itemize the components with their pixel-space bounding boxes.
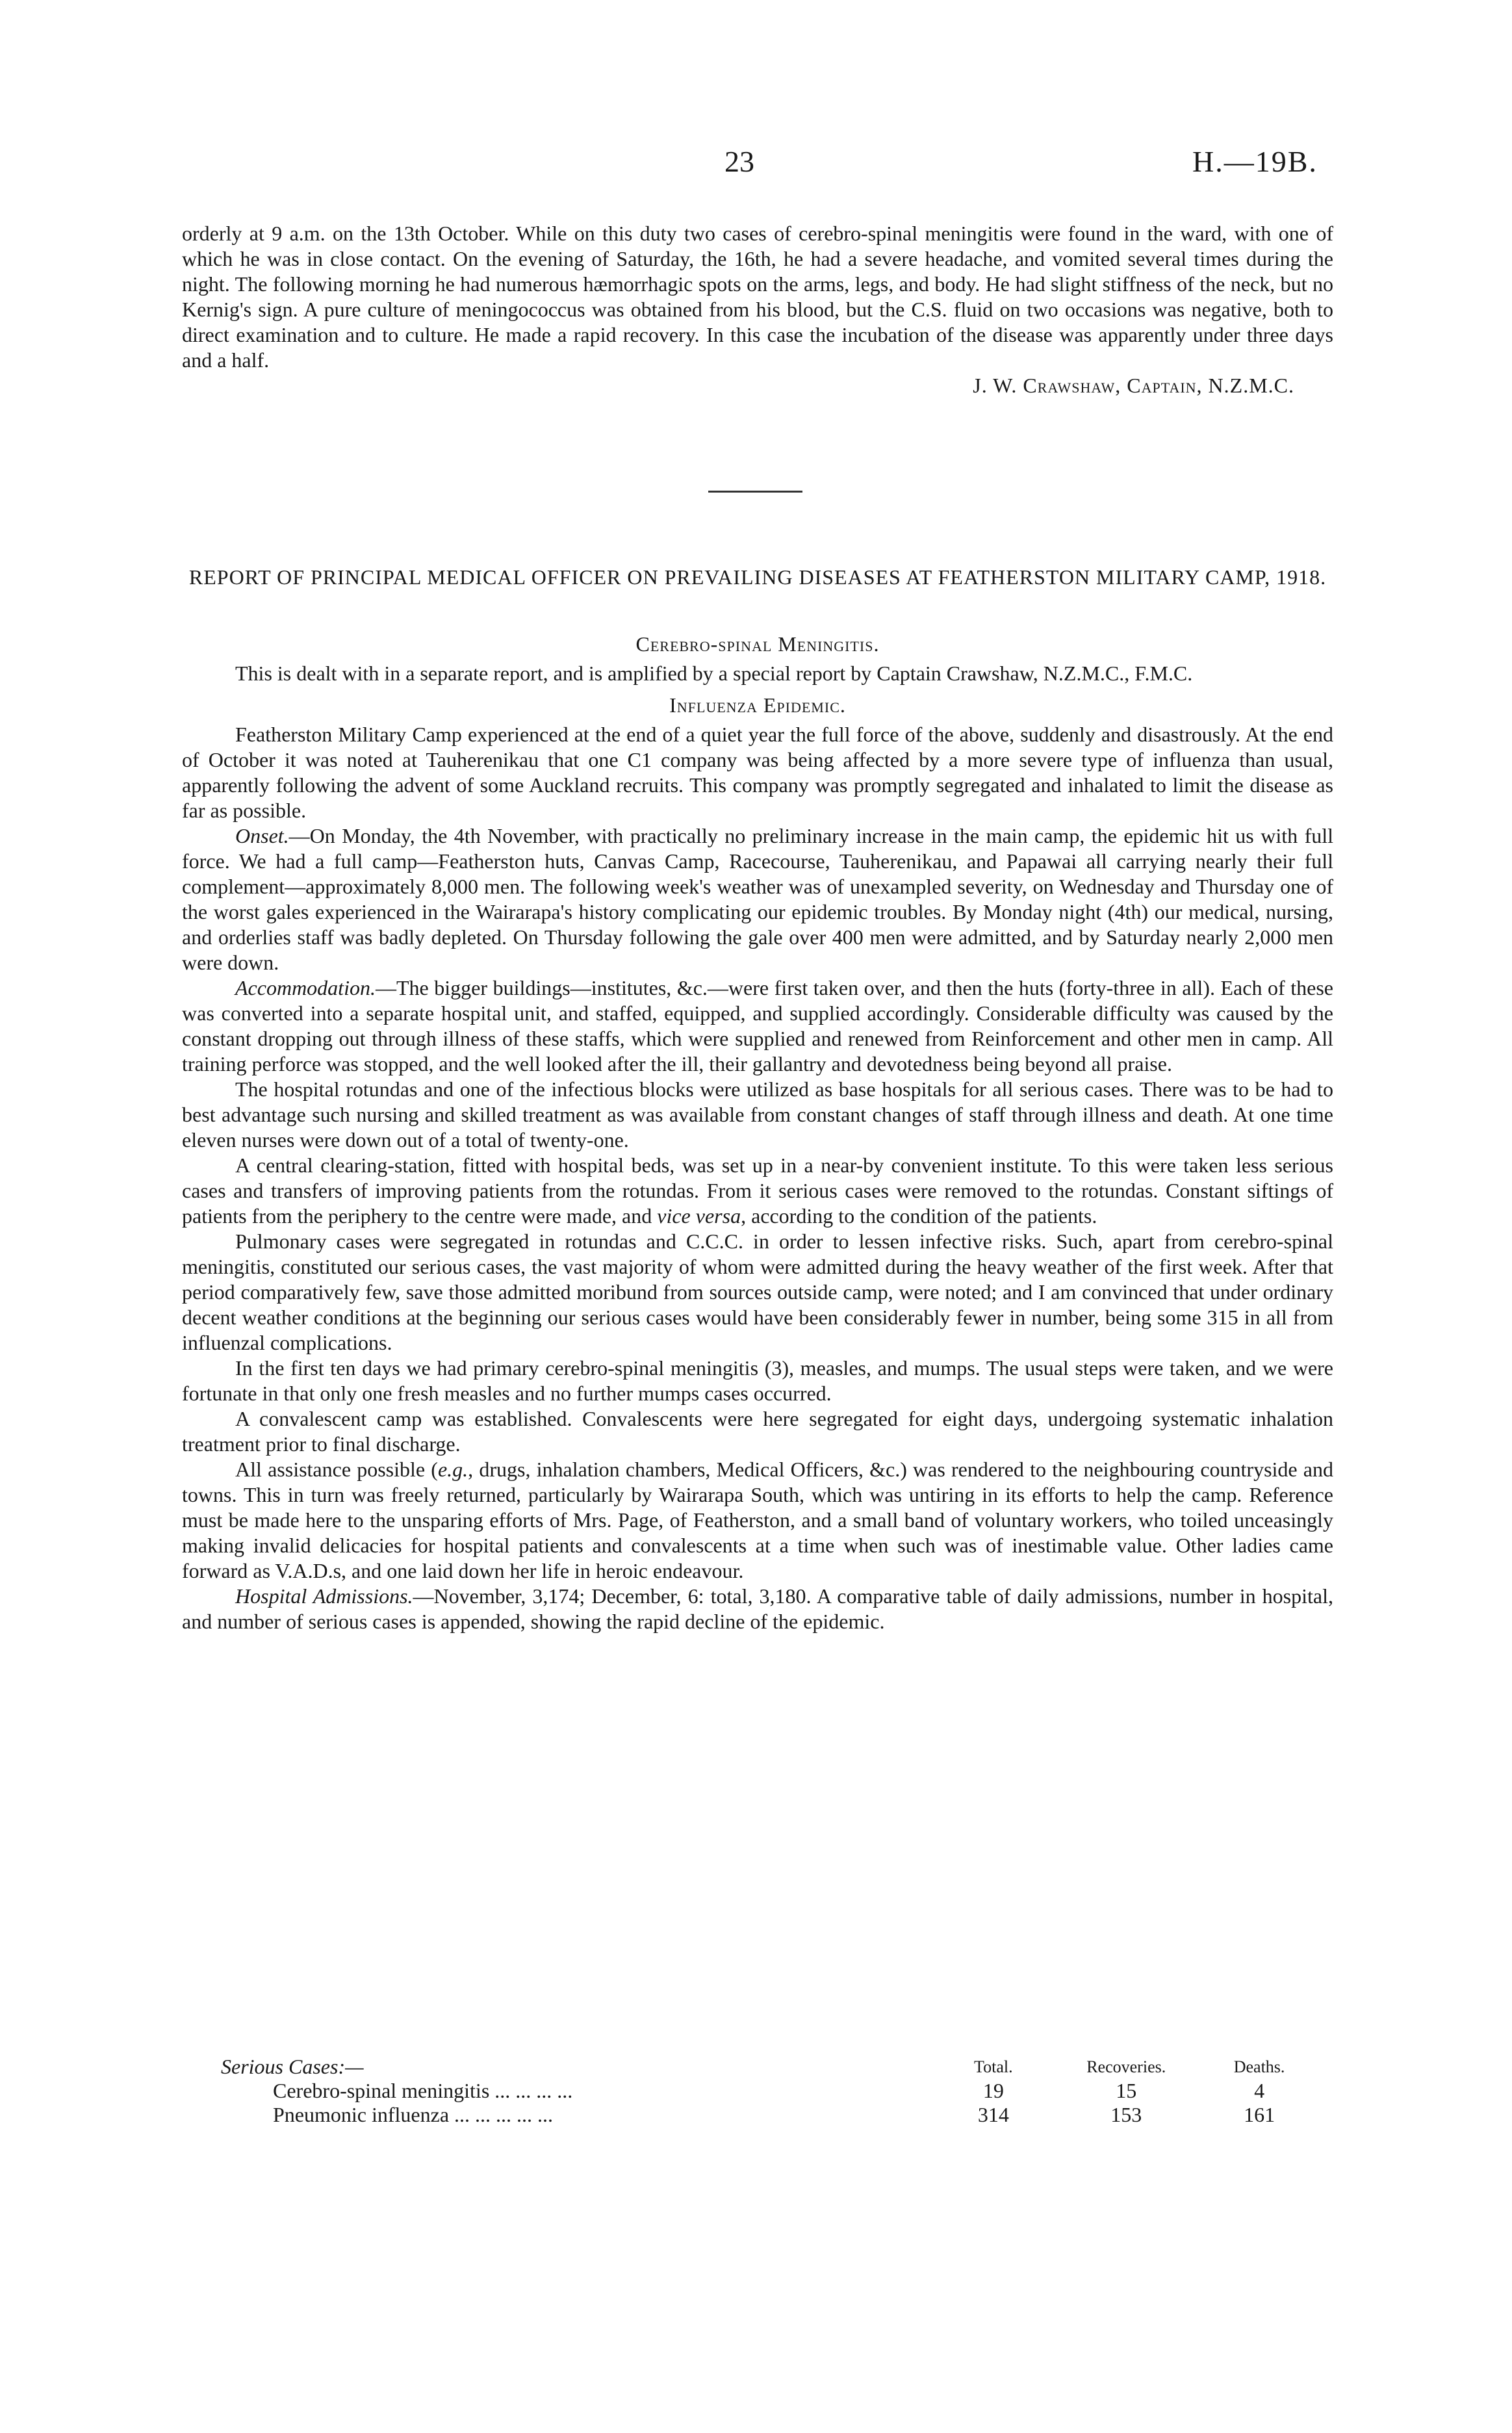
table-header-row: [221, 2055, 1326, 2079]
report-title: REPORT OF PRINCIPAL MEDICAL OFFICER ON PREVAILING DISEASES AT FEATHERSTON MILITARY CAMP, 1918.: [188, 565, 1327, 589]
admissions-lead: Hospital Admissions.: [235, 1584, 413, 1608]
column-header-recoveries: Recoveries.: [1086, 2057, 1166, 2076]
accommodation-paragraph: Accommodation.—The bigger buildings—institutes, &c.—were first taken over, and then the huts (forty-three in all). Each of these was converted into a separate hospital unit, and staffed, equipped, and supplied accordingly. Considerable difficulty was caused by the constant dropping out through illness of these staffs, which were supplied and renewed from Reinforcement and other men in camp. All training perforce was stopped, and the well looked after the ill, their gallantry and devotedness being beyond all praise.: [182, 976, 1333, 1075]
convalescent-paragraph: A convalescent camp was established. Convalescents were here segregated for eight days, undergoing systematic inhalation treatment prior to final discharge.: [182, 1407, 1333, 1456]
rotundas-paragraph: The hospital rotundas and one of the infectious blocks were utilized as base hospitals for all serious cases. There was to be had to best advantage such nursing and skilled treatment as was available from constant changes of staff through illness and death. At one time eleven nurses were down out of a total of twenty-one.: [182, 1077, 1333, 1152]
heading-influenza: Influenza Epidemic.: [669, 693, 846, 717]
row-deaths: 161: [1244, 2103, 1275, 2126]
crawshaw-report-body: orderly at 9 a.m. on the 13th October. While on this duty two cases of cerebro-spinal meningitis were found in the ward, with one of which he was in close contact. On the evening of Saturday, the 16th, he had a severe headache, and vomited several times during the night. The following morning he had numerous hæmorrhagic spots on the arms, legs, and body. He had slight stiffness of the neck, but no Kernig's sign. A pure culture of meningococcus was obtained from his blood, but the C.S. fluid on two occasions was negative, both to direct examination and to culture. He made a rapid recovery. In this case the incubation of the disease was apparently under three days and a half.: [182, 222, 1333, 372]
row-name: Pneumonic influenza: [273, 2103, 450, 2126]
serious-cases-label: Serious Cases:—: [221, 2055, 364, 2078]
crawshaw-report: [182, 221, 1333, 398]
row-total: 314: [977, 2103, 1009, 2126]
pulmonary-paragraph: Pulmonary cases were segregated in rotundas and C.C.C. in order to lessen infective risks. Such, apart from cerebro-spinal meningitis, constituted our serious cases, the vast majority of whom were admitted during the heavy weather of the first week. After that period comparatively few, save those admitted moribund from sources outside camp, were noted; and I am convinced that under ordinary decent weather conditions at the beginning our serious cases would have been considerably fewer in number, being some 315 in all from influenzal complications.: [182, 1229, 1333, 1354]
accommodation-lead: Accommodation.: [235, 976, 376, 999]
page-number: 23: [724, 145, 754, 178]
column-header-deaths: Deaths.: [1233, 2057, 1285, 2076]
meningitis-paragraph: This is dealt with in a separate report, and is amplified by a special report by Captain Crawshaw, N.Z.M.C., F.M.C.: [235, 662, 1193, 685]
crawshaw-signature: J. W. Crawshaw, Captain, N.Z.M.C.: [973, 374, 1294, 397]
row-name: Cerebro-spinal meningitis: [273, 2079, 490, 2102]
onset-lead: Onset.: [235, 824, 289, 847]
row-leader: ... ... ... ...: [494, 2079, 573, 2102]
document-reference: H.—19B.: [1192, 145, 1318, 178]
row-recoveries: 153: [1110, 2103, 1142, 2126]
section-divider: [708, 491, 802, 493]
row-recoveries: 15: [1116, 2079, 1137, 2102]
heading-meningitis: Cerebro-spinal Meningitis.: [635, 632, 880, 656]
report-body: [182, 625, 1333, 1634]
row-total: 19: [982, 2079, 1004, 2102]
row-deaths: 4: [1254, 2079, 1265, 2102]
serious-cases-table: [221, 2055, 1326, 2127]
column-header-total: Total.: [974, 2057, 1013, 2076]
table-row: [221, 2103, 1326, 2127]
table-row: [221, 2079, 1326, 2103]
admissions-paragraph: Hospital Admissions.—November, 3,174; December, 6: total, 3,180. A comparative table of daily admissions, number in hospital, and number of serious cases is appended, showing the rapid decline of the epidemic.: [182, 1584, 1333, 1633]
onset-paragraph: Onset.—On Monday, the 4th November, with practically no preliminary increase in the main camp, the epidemic hit us with full force. We had a full camp—Featherston huts, Canvas Camp, Racecourse, Tauherenikau, and Papawai all carrying nearly their full complement—approximately 8,000 men. The following week's weather was of unexampled severity, on Wednesday and Thursday one of the worst gales experienced in the Wairarapa's history complicating our epidemic troubles. By Monday night (4th) our medical, nursing, and orderlies staff was badly depleted. On Thursday following the gale over 400 men were admitted, and by Saturday nearly 2,000 men were down.: [182, 824, 1333, 974]
clearing-station-paragraph: A central clearing-station, fitted with hospital beds, was set up in a near-by convenient institute. To this were taken less serious cases and transfers of improving patients from the rotundas. From it serious cases were removed to the rotundas. Constant siftings of patients from the periphery to the centre were made, and vice versa, according to the condition of the patients.: [182, 1153, 1333, 1228]
row-leader: ... ... ... ... ...: [454, 2103, 554, 2126]
first-ten-days-paragraph: In the first ten days we had primary cerebro-spinal meningitis (3), measles, and mumps. The usual steps were taken, and we were fortunate in that only one fresh measles and no further mumps cases occurred.: [182, 1356, 1333, 1405]
influenza-paragraph-1: Featherston Military Camp experienced at the end of a quiet year the full force of the above, suddenly and disastrously. At the end of October it was noted at Tauherenikau that one C1 company was being affected by a more severe type of influenza than usual, apparently following the advent of some Auckland recruits. This company was promptly segregated and inhalated to limit the disease as far as possible.: [182, 723, 1333, 822]
assistance-paragraph: All assistance possible (e.g., drugs, inhalation chambers, Medical Officers, &c.) was rendered to the neighbouring countryside and towns. This in turn was freely returned, particularly by Wairarapa South, which was untiring in its efforts to help the camp. Reference must be made here to the unsparing efforts of Mrs. Page, of Featherston, and a small band of voluntary workers, who toiled unceasingly making invalid delicacies for hospital patients and convalescents at a time when such was of inestimable value. Other ladies came forward as V.A.D.s, and one laid down her life in heroic endeavour.: [182, 1458, 1334, 1582]
